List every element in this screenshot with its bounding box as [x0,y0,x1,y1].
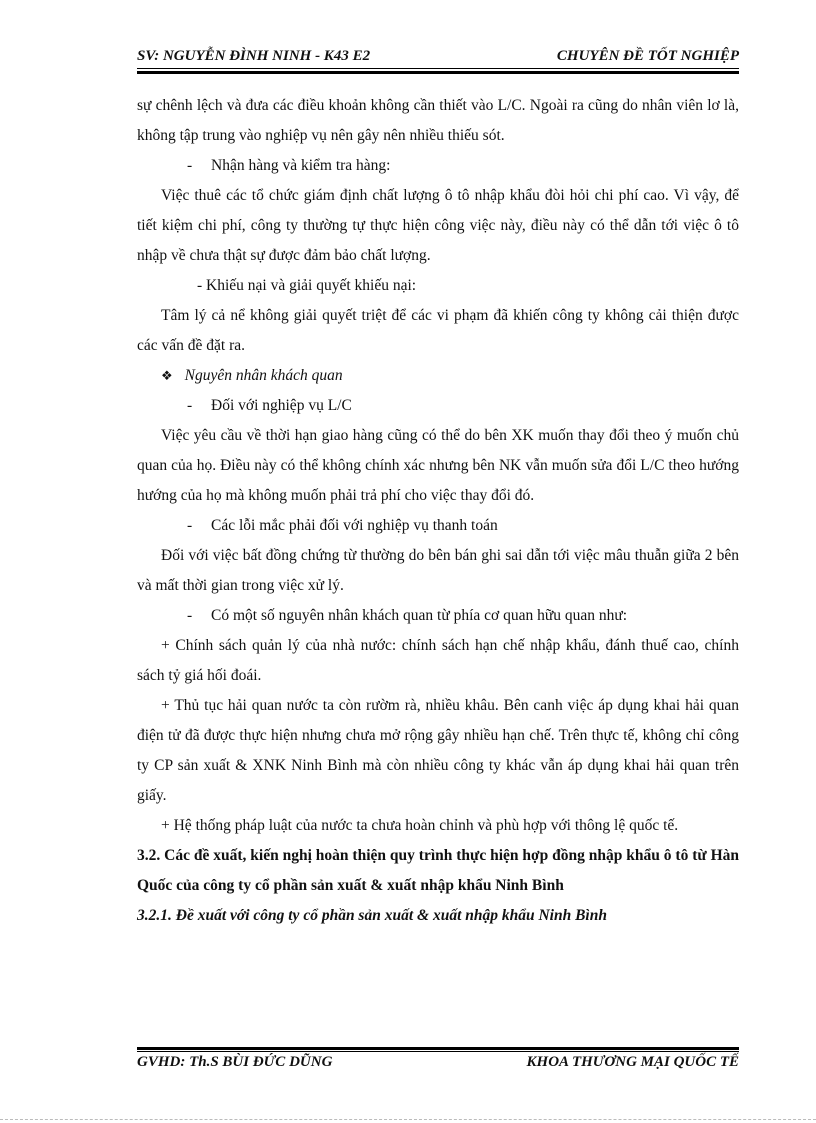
page-body [137,91,739,931]
bullet-item [137,361,739,391]
paragraph: + Thủ tục hải quan nước ta còn rườm rà, nhiều khâu. Bên canh việc áp dụng khai hải quan điện tử đã được thực hiện nhưng chưa mở rộng gây nhiều hạn chế. Trên thực tế, không chỉ công ty CP sản xuất & XNK Ninh Bình mà còn nhiều công ty khác vẫn áp dụng khai hải quan trên giấy. [137,697,739,804]
paragraph: + Chính sách quản lý của nhà nước: chính sách hạn chế nhập khẩu, đánh thuế cao, chính sách tỷ giá hối đoái. [137,637,739,684]
page-footer [137,1052,739,1074]
header-student: SV: NGUYỄN ĐÌNH NINH - K43 E2 [137,48,371,64]
list-item [137,601,739,631]
paragraph: sự chênh lệch và đưa các điều khoản không cần thiết vào L/C. Ngoài ra cũng do nhân viên lơ là, không tập trung vào nghiệp vụ nên gây nên nhiều thiếu sót. [137,97,739,144]
list-item [137,511,739,541]
section-heading: 3.2. Các đề xuất, kiến nghị hoàn thiện quy trình thực hiện hợp đồng nhập khẩu ô tô từ Hàn Quốc của công ty cổ phần sản xuất & xuất nhập khẩu Ninh Bình [137,847,739,894]
dash-mark: - [187,517,193,534]
list-item [137,151,739,181]
header-rule-thin [137,68,739,69]
footer-rule-thick [137,1047,739,1050]
list-item-text: Các lỗi mắc phải đối với nghiệp vụ thanh toán [211,517,498,534]
footer-faculty: KHOA THƯƠNG MẠI QUỐC TẾ [526,1054,739,1070]
page-edge-divider [0,1119,816,1120]
list-item-text: Đối với nghiệp vụ L/C [211,397,352,414]
footer-advisor: GVHD: Th.S BÙI ĐỨC DŨNG [137,1054,333,1070]
dash-mark: - [187,157,193,174]
bullet-text: Nguyên nhân khách quan [184,367,343,384]
dash-mark: - [187,397,193,414]
page-header [137,46,739,68]
paragraph: + Hệ thống pháp luật của nước ta chưa hoàn chỉnh và phù hợp với thông lệ quốc tế. [161,817,679,834]
list-item: - Khiếu nại và giải quyết khiếu nại: [197,277,417,294]
dash-mark: - [187,607,193,624]
list-item-text: Nhận hàng và kiểm tra hàng: [211,157,391,174]
header-rule-thick [137,71,739,74]
paragraph: Tâm lý cả nể không giải quyết triệt để các vi phạm đã khiến công ty không cải thiện được các vấn đề đặt ra. [137,307,739,354]
header-title: CHUYÊN ĐỀ TỐT NGHIỆP [556,48,739,64]
paragraph: Việc thuê các tổ chức giám định chất lượng ô tô nhập khẩu đòi hỏi chi phí cao. Vì vậy, để tiết kiệm chi phí, công ty thường tự thực hiện công việc này, điều này có thể dẫn tới việc ô tô nhập về chưa thật sự được đảm bảo chất lượng. [137,187,739,264]
list-item-text: Có một số nguyên nhân khách quan từ phía cơ quan hữu quan như: [211,607,628,624]
subsection-heading: 3.2.1. Đề xuất với công ty cổ phần sản xuất & xuất nhập khẩu Ninh Bình [137,907,607,924]
paragraph: Đối với việc bất đồng chứng từ thường do bên bán ghi sai dẫn tới việc mâu thuẫn giữa 2 bên và mất thời gian trong việc xử lý. [137,547,739,594]
diamond-bullet-icon: ❖ [161,368,173,383]
list-item [137,391,739,421]
paragraph: Việc yêu cầu về thời hạn giao hàng cũng có thể do bên XK muốn thay đổi theo ý muốn chủ quan của họ. Điều này có thể không chính xác nhưng bên NK vẫn muốn sửa đổi L/C theo hướng hướng của họ mà không muốn phải trả phí cho việc thay đổi đó. [137,427,739,504]
